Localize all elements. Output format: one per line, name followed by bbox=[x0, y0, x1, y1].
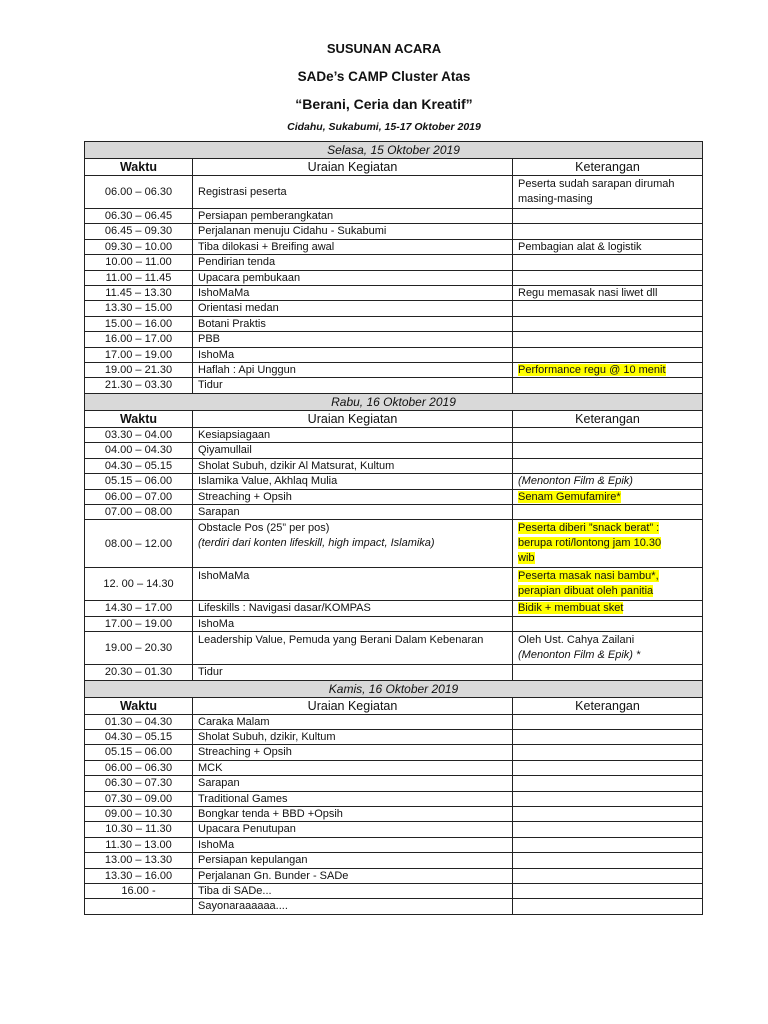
activity: Bongkar tenda + BBD +Opsih bbox=[198, 807, 343, 820]
activity: PBB bbox=[198, 333, 221, 346]
note-cell bbox=[513, 255, 703, 270]
activity-cell bbox=[193, 853, 513, 868]
note-cell bbox=[513, 665, 703, 680]
activity-line bbox=[198, 551, 507, 566]
table-row bbox=[85, 899, 703, 914]
column-header-note: Keterangan bbox=[513, 159, 703, 176]
event-name: SADe’s CAMP Cluster Atas bbox=[297, 69, 471, 84]
activity: Sayonaraaaaaa.... bbox=[198, 900, 288, 913]
activity: Traditional Games bbox=[198, 792, 288, 805]
time-cell: 06.45 – 09.30 bbox=[85, 224, 193, 239]
note-cell bbox=[513, 601, 703, 616]
time-cell: 10.30 – 11.30 bbox=[85, 822, 193, 837]
note-line bbox=[518, 648, 697, 663]
time-cell: 04.30 – 05.15 bbox=[85, 458, 193, 473]
column-header-row bbox=[85, 410, 703, 427]
note-line bbox=[518, 177, 697, 192]
activity-cell bbox=[193, 504, 513, 519]
column-header-row bbox=[85, 697, 703, 714]
activity-cell bbox=[193, 239, 513, 254]
note-cell bbox=[513, 899, 703, 914]
note-cell bbox=[513, 520, 703, 568]
activity-cell bbox=[193, 760, 513, 775]
activity: Upacara pembukaan bbox=[198, 271, 301, 284]
note-line bbox=[518, 551, 697, 566]
note-text: Oleh Ust. Cahya Zailani bbox=[518, 634, 635, 647]
time-cell: 04.00 – 04.30 bbox=[85, 443, 193, 458]
time-cell: 13.00 – 13.30 bbox=[85, 853, 193, 868]
activity-cell bbox=[193, 255, 513, 270]
activity-cell bbox=[193, 837, 513, 852]
time-cell: 11.00 – 11.45 bbox=[85, 270, 193, 285]
table-row bbox=[85, 209, 703, 224]
time-cell: 11.30 – 13.00 bbox=[85, 837, 193, 852]
time-cell: 20.30 – 01.30 bbox=[85, 665, 193, 680]
schedule-body bbox=[85, 142, 703, 915]
activity-cell bbox=[193, 745, 513, 760]
activity: Tiba di SADe... bbox=[198, 885, 272, 897]
note-text: masing-masing bbox=[518, 193, 593, 205]
time-cell: 06.00 – 06.30 bbox=[85, 760, 193, 775]
activity-cell bbox=[193, 270, 513, 285]
note-cell bbox=[513, 378, 703, 393]
column-header-note: Keterangan bbox=[513, 410, 703, 427]
activity-cell bbox=[193, 822, 513, 837]
schedule-table bbox=[84, 141, 703, 915]
table-row bbox=[85, 853, 703, 868]
note-cell bbox=[513, 474, 703, 489]
activity-cell bbox=[193, 224, 513, 239]
column-header-activity: Uraian Kegiatan bbox=[193, 159, 513, 176]
column-header-activity: Uraian Kegiatan bbox=[193, 410, 513, 427]
activity-text: IshoMaMa bbox=[198, 570, 250, 583]
note-cell bbox=[513, 363, 703, 378]
activity-line bbox=[198, 633, 507, 648]
table-row bbox=[85, 568, 703, 601]
note-cell bbox=[513, 776, 703, 791]
note-cell bbox=[513, 729, 703, 744]
note-cell bbox=[513, 443, 703, 458]
note-cell bbox=[513, 714, 703, 729]
activity-cell bbox=[193, 347, 513, 362]
table-row bbox=[85, 363, 703, 378]
note-line bbox=[518, 192, 697, 207]
time-cell: 17.00 – 19.00 bbox=[85, 616, 193, 631]
table-row bbox=[85, 332, 703, 347]
note-cell bbox=[513, 791, 703, 806]
note: Senam Gemufamire* bbox=[518, 490, 621, 503]
note-cell bbox=[513, 568, 703, 601]
table-row bbox=[85, 616, 703, 631]
activity-cell bbox=[193, 806, 513, 821]
note-cell bbox=[513, 286, 703, 301]
table-row bbox=[85, 427, 703, 442]
note-cell bbox=[513, 616, 703, 631]
table-row bbox=[85, 520, 703, 568]
activity: Streaching + Opsih bbox=[198, 746, 292, 759]
activity-cell bbox=[193, 301, 513, 316]
table-row bbox=[85, 270, 703, 285]
activity: Haflah : Api Unggun bbox=[198, 364, 296, 377]
time-cell: 12. 00 – 14.30 bbox=[85, 568, 193, 601]
activity: Sarapan bbox=[198, 777, 240, 790]
activity: Botani Praktis bbox=[198, 317, 266, 330]
note-cell bbox=[513, 458, 703, 473]
time-cell: 07.00 – 08.00 bbox=[85, 504, 193, 519]
day-section-header bbox=[85, 680, 703, 697]
day-section-header bbox=[85, 393, 703, 410]
note-cell bbox=[513, 504, 703, 519]
time-cell: 10.00 – 11.00 bbox=[85, 255, 193, 270]
note-line bbox=[518, 536, 697, 551]
table-row bbox=[85, 884, 703, 899]
activity-cell bbox=[193, 884, 513, 899]
note-text: Peserta sudah sarapan dirumah bbox=[518, 178, 675, 190]
table-row bbox=[85, 443, 703, 458]
note-line bbox=[518, 521, 697, 536]
activity: Persiapan kepulangan bbox=[198, 854, 308, 867]
time-cell: 06.30 – 07.30 bbox=[85, 776, 193, 791]
day-title: Selasa, 15 Oktober 2019 bbox=[85, 142, 703, 159]
note-line bbox=[518, 569, 697, 584]
time-cell: 05.15 – 06.00 bbox=[85, 745, 193, 760]
activity: Perjalanan menuju Cidahu - Sukabumi bbox=[198, 225, 387, 238]
activity: Caraka Malam bbox=[198, 715, 270, 728]
note: Performance regu @ 10 menit bbox=[518, 364, 666, 377]
activity-cell bbox=[193, 332, 513, 347]
activity-text: Leadership Value, Pemuda yang Berani Dalam Kebenaran bbox=[198, 634, 484, 647]
time-cell: 13.30 – 16.00 bbox=[85, 868, 193, 883]
note-cell bbox=[513, 632, 703, 665]
activity: Streaching + Opsih bbox=[198, 490, 292, 503]
note-cell bbox=[513, 176, 703, 209]
time-cell: 21.30 – 03.30 bbox=[85, 378, 193, 393]
note-cell bbox=[513, 224, 703, 239]
table-row bbox=[85, 239, 703, 254]
time-cell: 06.00 – 07.00 bbox=[85, 489, 193, 504]
note-cell bbox=[513, 745, 703, 760]
activity: IshoMa bbox=[198, 838, 235, 851]
event-place-date: Cidahu, Sukabumi, 15-17 Oktober 2019 bbox=[287, 121, 481, 133]
note-cell bbox=[513, 822, 703, 837]
note-cell bbox=[513, 760, 703, 775]
activity-cell bbox=[193, 378, 513, 393]
activity: Sholat Subuh, dzikir Al Matsurat, Kultum bbox=[198, 459, 395, 472]
table-row bbox=[85, 378, 703, 393]
activity: Upacara Penutupan bbox=[198, 823, 296, 836]
activity: Islamika Value, Akhlaq Mulia bbox=[198, 475, 338, 488]
table-row bbox=[85, 806, 703, 821]
activity-line bbox=[198, 648, 507, 663]
column-header-row bbox=[85, 159, 703, 176]
activity-cell bbox=[193, 729, 513, 744]
activity-cell bbox=[193, 363, 513, 378]
activity: Pendirian tenda bbox=[198, 256, 276, 269]
time-cell: 09.00 – 10.30 bbox=[85, 806, 193, 821]
activity: Lifeskills : Navigasi dasar/KOMPAS bbox=[198, 602, 371, 615]
table-row bbox=[85, 458, 703, 473]
time-cell: 16.00 - bbox=[85, 884, 193, 899]
activity: IshoMa bbox=[198, 617, 235, 630]
time-cell bbox=[85, 899, 193, 914]
table-row bbox=[85, 665, 703, 680]
activity-cell bbox=[193, 899, 513, 914]
day-title: Kamis, 16 Oktober 2019 bbox=[85, 680, 703, 697]
note: Regu memasak nasi liwet dll bbox=[518, 287, 658, 300]
note-cell bbox=[513, 853, 703, 868]
column-header-time: Waktu bbox=[85, 697, 193, 714]
note-cell bbox=[513, 332, 703, 347]
note-cell bbox=[513, 347, 703, 362]
note-cell bbox=[513, 301, 703, 316]
table-row bbox=[85, 714, 703, 729]
table-row bbox=[85, 301, 703, 316]
table-row bbox=[85, 474, 703, 489]
table-row bbox=[85, 632, 703, 665]
time-cell: 14.30 – 17.00 bbox=[85, 601, 193, 616]
time-cell: 19.00 – 20.30 bbox=[85, 632, 193, 665]
note-cell bbox=[513, 489, 703, 504]
activity-cell bbox=[193, 209, 513, 224]
activity-cell bbox=[193, 427, 513, 442]
table-row bbox=[85, 837, 703, 852]
activity-cell bbox=[193, 868, 513, 883]
table-row bbox=[85, 316, 703, 331]
activity: MCK bbox=[198, 761, 223, 774]
activity-text: Obstacle Pos (25” per pos) bbox=[198, 522, 330, 535]
time-cell: 05.15 – 06.00 bbox=[85, 474, 193, 489]
activity: Qiyamullail bbox=[198, 444, 252, 457]
table-row bbox=[85, 176, 703, 209]
note-cell bbox=[513, 884, 703, 899]
time-cell: 04.30 – 05.15 bbox=[85, 729, 193, 744]
time-cell: 15.00 – 16.00 bbox=[85, 316, 193, 331]
column-header-time: Waktu bbox=[85, 410, 193, 427]
document-title: SUSUNAN ACARA bbox=[326, 41, 442, 56]
activity: Orientasi medan bbox=[198, 302, 279, 315]
activity-text: (terdiri dari konten lifeskill, high impact, Islamika) bbox=[198, 537, 435, 550]
note-cell bbox=[513, 837, 703, 852]
activity-cell bbox=[193, 316, 513, 331]
table-row bbox=[85, 791, 703, 806]
time-cell: 09.30 – 10.00 bbox=[85, 239, 193, 254]
table-row bbox=[85, 822, 703, 837]
table-row bbox=[85, 868, 703, 883]
time-cell: 19.00 – 21.30 bbox=[85, 363, 193, 378]
time-cell: 17.00 – 19.00 bbox=[85, 347, 193, 362]
activity: Tidur bbox=[198, 666, 223, 679]
note-text: wib bbox=[518, 552, 535, 565]
note: Bidik + membuat sket bbox=[518, 602, 624, 615]
activity: Registrasi peserta bbox=[198, 185, 287, 198]
note-cell bbox=[513, 427, 703, 442]
note-text: (Menonton Film & Epik) * bbox=[518, 649, 641, 662]
table-row bbox=[85, 504, 703, 519]
activity-cell bbox=[193, 489, 513, 504]
note-text: perapian dibuat oleh panitia bbox=[518, 585, 654, 598]
activity-cell bbox=[193, 443, 513, 458]
activity-line bbox=[198, 569, 507, 584]
activity-line bbox=[198, 584, 507, 599]
column-header-time: Waktu bbox=[85, 159, 193, 176]
time-cell: 13.30 – 15.00 bbox=[85, 301, 193, 316]
table-row bbox=[85, 224, 703, 239]
table-row bbox=[85, 489, 703, 504]
note-cell bbox=[513, 239, 703, 254]
note-text: Peserta diberi ”snack berat” : bbox=[518, 522, 660, 535]
table-row bbox=[85, 601, 703, 616]
note: Pembagian alat & logistik bbox=[518, 240, 642, 253]
activity: Kesiapsiagaan bbox=[198, 428, 271, 441]
note-line bbox=[518, 633, 697, 648]
time-cell: 01.30 – 04.30 bbox=[85, 714, 193, 729]
table-row bbox=[85, 745, 703, 760]
activity: Tiba dilokasi + Breifing awal bbox=[198, 240, 335, 253]
note: (Menonton Film & Epik) bbox=[518, 475, 633, 488]
activity: Sholat Subuh, dzikir, Kultum bbox=[198, 730, 336, 743]
time-cell: 06.00 – 06.30 bbox=[85, 176, 193, 209]
activity-line bbox=[198, 536, 507, 551]
activity-cell bbox=[193, 665, 513, 680]
column-header-activity: Uraian Kegiatan bbox=[193, 697, 513, 714]
day-title: Rabu, 16 Oktober 2019 bbox=[85, 393, 703, 410]
note-cell bbox=[513, 868, 703, 883]
activity-cell bbox=[193, 632, 513, 665]
time-cell: 03.30 – 04.00 bbox=[85, 427, 193, 442]
table-row bbox=[85, 776, 703, 791]
note-cell bbox=[513, 316, 703, 331]
activity: IshoMa bbox=[198, 348, 235, 361]
activity: Sarapan bbox=[198, 505, 240, 518]
note-line bbox=[518, 584, 697, 599]
column-header-note: Keterangan bbox=[513, 697, 703, 714]
event-tagline: “Berani, Ceria dan Kreatif” bbox=[295, 96, 473, 112]
activity-cell bbox=[193, 616, 513, 631]
day-section-header bbox=[85, 142, 703, 159]
time-cell: 07.30 – 09.00 bbox=[85, 791, 193, 806]
activity: IshoMaMa bbox=[198, 287, 250, 300]
activity: Persiapan pemberangkatan bbox=[198, 210, 334, 222]
table-row bbox=[85, 255, 703, 270]
table-row bbox=[85, 760, 703, 775]
activity-cell bbox=[193, 791, 513, 806]
activity-cell bbox=[193, 286, 513, 301]
activity-line bbox=[198, 521, 507, 536]
activity-cell bbox=[193, 176, 513, 209]
note-cell bbox=[513, 209, 703, 224]
table-row bbox=[85, 347, 703, 362]
note-text: Peserta masak nasi bambu*, bbox=[518, 570, 659, 583]
time-cell: 08.00 – 12.00 bbox=[85, 520, 193, 568]
time-cell: 16.00 – 17.00 bbox=[85, 332, 193, 347]
activity-cell bbox=[193, 474, 513, 489]
note-cell bbox=[513, 270, 703, 285]
activity-cell bbox=[193, 776, 513, 791]
activity: Tidur bbox=[198, 379, 223, 392]
activity-cell bbox=[193, 714, 513, 729]
activity-cell bbox=[193, 458, 513, 473]
table-row bbox=[85, 729, 703, 744]
note-cell bbox=[513, 806, 703, 821]
activity-cell bbox=[193, 601, 513, 616]
time-cell: 11.45 – 13.30 bbox=[85, 286, 193, 301]
table-row bbox=[85, 286, 703, 301]
activity-cell bbox=[193, 568, 513, 601]
activity: Perjalanan Gn. Bunder - SADe bbox=[198, 869, 349, 882]
activity-cell bbox=[193, 520, 513, 568]
time-cell: 06.30 – 06.45 bbox=[85, 209, 193, 224]
note-text: berupa roti/lontong jam 10.30 bbox=[518, 537, 662, 550]
